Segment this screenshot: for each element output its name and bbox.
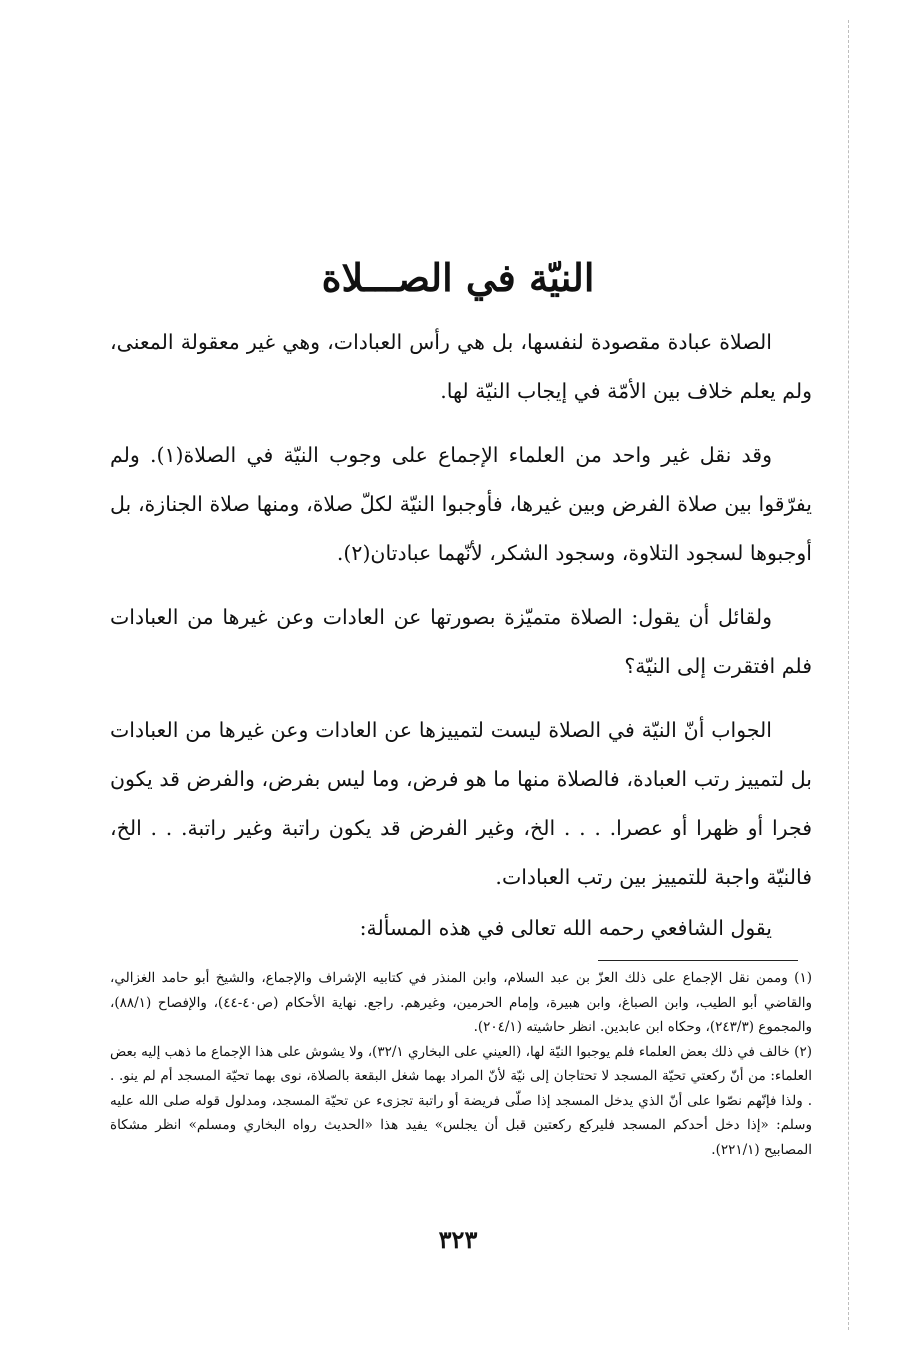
footnote-2: (٢) خالف في ذلك بعض العلماء فلم يوجبوا النيّة لها، (العيني على البخاري ٣٢/١)، ولا يشوش على هذا الإجماع ما ذهب إليه بعض العلماء: من أنّ ركعتي تحيّة المسجد لا تحتاجان إلى نيّة لأنّ المراد بهما شغل البقعة بالصلاة، نوى بهما تحيّة المسجد أم لم ينو. . . ولذا فإنّهم نصّوا على أنّ الذي يدخل المسجد إذا صلّى فريضة أو راتبة تجزىء عن تحيّة المسجد، ومدلول قوله صلى الله عليه وسلم: «إذا دخل أحدكم المسجد فليركع ركعتين قبل أن يجلس» يفيد هذا «الحديث رواه البخاري ومسلم» انظر مشكاة المصابيح (٢٢١/١). [110,1043,812,1158]
paragraph-2: وقد نقل غير واحد من العلماء الإجماع على وجوب النيّة في الصلاة(١). ولم يفرّقوا بين صلاة الفرض وبين غيرها، فأوجبوا النيّة لكلّ صلاة، ومنها صلاة الجنازة، بل أوجبوها لسجود التلاوة، وسجود الشكر، لأنّهما عبادتان(٢). [110,443,812,565]
footnote-separator [598,960,798,961]
main-text [110,318,812,968]
page-title: النيّة في الصـــلاة [321,255,595,301]
paragraph-1: الصلاة عبادة مقصودة لنفسها، بل هي رأس العبادات، وهي غير معقولة المعنى، ولم يعلم خلاف بين الأمّة في إيجاب النيّة لها. [110,330,812,403]
paragraph-3: ولقائل أن يقول: الصلاة متميّزة بصورتها عن العادات وعن غيرها من العبادات فلم افتقرت إلى النيّة؟ [110,605,812,678]
margin-dotted-line [848,20,849,1330]
page-number: ٣٢٣ [438,1225,478,1254]
footnotes [110,966,812,1162]
footnote-1: (١) وممن نقل الإجماع على ذلك العزّ بن عبد السلام، وابن المنذر في كتابيه الإشراف والإجماع، والشيخ أبو حامد الغزالي، والقاضي أبو الطيب، وابن الصباغ، وابن هبيرة، وإمام الحرمين، وغيرهم. راجع. نهاية الأحكام (ص٤٠-٤٤)، والإفصاح (٨٨/١)، والمجموع (٢٤٣/٣)، وحكاه ابن عابدين. انظر حاشيته (٢٠٤/١). [110,970,812,1035]
paragraph-4: الجواب أنّ النيّة في الصلاة ليست لتمييزها عن العادات وعن غيرها من العبادات بل لتمييز رتب العبادة، فالصلاة منها ما هو فرض، وما ليس بفرض، والفرض قد يكون فجرا أو ظهرا أو عصرا. . . . الخ، وغير الفرض قد يكون راتبة وغير راتبة. . . الخ، فالنيّة واجبة للتمييز بين رتب العبادات. [110,718,812,889]
paragraph-5: يقول الشافعي رحمه الله تعالى في هذه المسألة: [359,916,772,940]
